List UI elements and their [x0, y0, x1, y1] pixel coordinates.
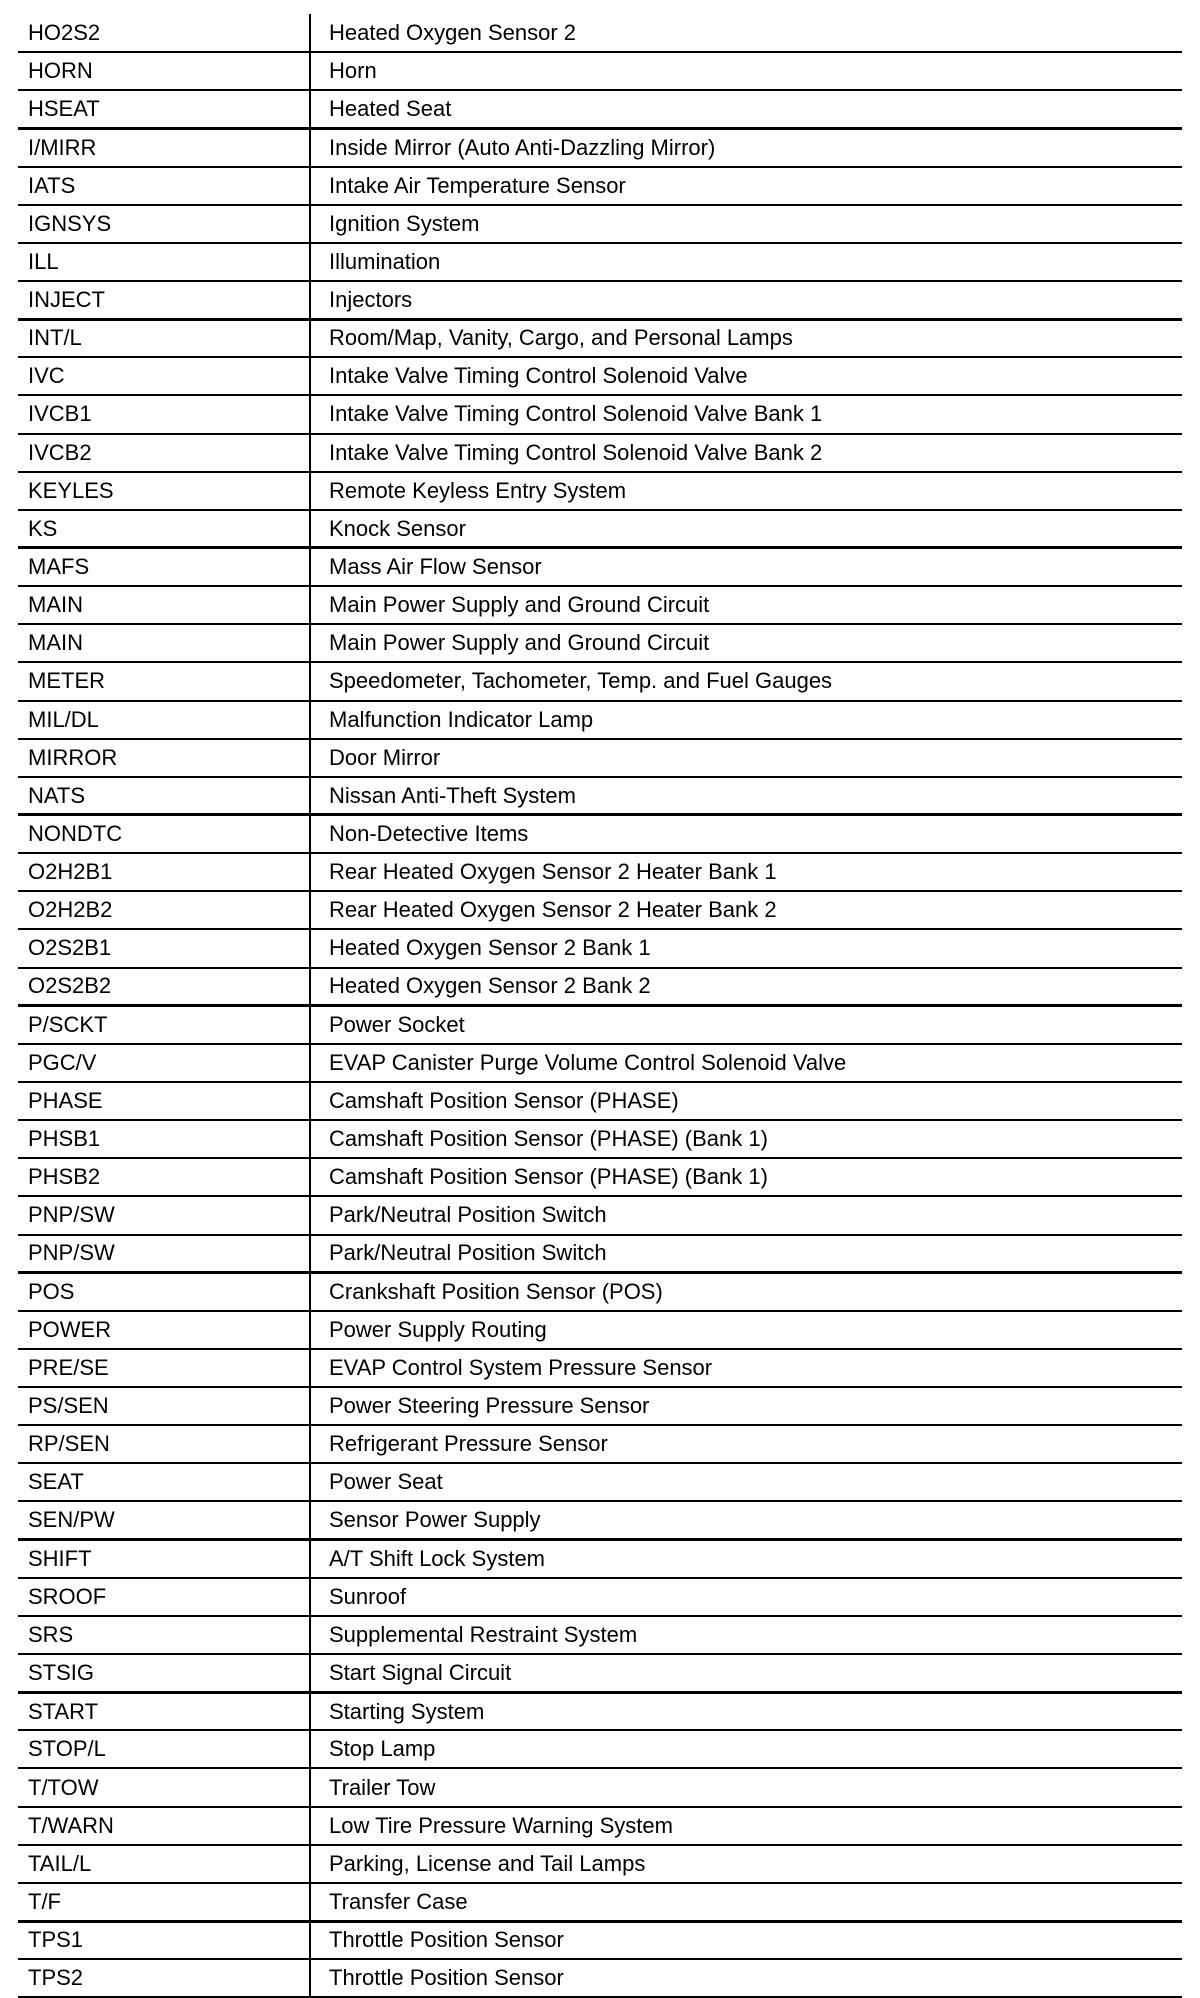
abbreviation-code: NATS — [18, 777, 310, 815]
abbreviation-description: Start Signal Circuit — [310, 1654, 1182, 1692]
abbreviation-code: IVC — [18, 357, 310, 395]
abbreviation-description: Starting System — [310, 1692, 1182, 1730]
table-row — [18, 1501, 1182, 1539]
abbreviation-code: SROOF — [18, 1578, 310, 1616]
abbreviation-description: Power Socket — [310, 1006, 1182, 1044]
table-row — [18, 1387, 1182, 1425]
abbreviation-code: HO2S2 — [18, 14, 310, 52]
table-row — [18, 1692, 1182, 1730]
table-row — [18, 128, 1182, 166]
abbreviation-description: Power Supply Routing — [310, 1311, 1182, 1349]
abbreviation-code: INT/L — [18, 319, 310, 357]
abbreviation-description: Supplemental Restraint System — [310, 1616, 1182, 1654]
abbreviation-description: Main Power Supply and Ground Circuit — [310, 624, 1182, 662]
table-row — [18, 14, 1182, 52]
abbreviation-code: MAFS — [18, 548, 310, 586]
abbreviation-description: Camshaft Position Sensor (PHASE) — [310, 1082, 1182, 1120]
abbreviation-code: T/F — [18, 1883, 310, 1921]
abbreviation-code: IATS — [18, 167, 310, 205]
abbreviation-code: PGC/V — [18, 1044, 310, 1082]
table-row — [18, 1883, 1182, 1921]
abbreviation-description: Intake Valve Timing Control Solenoid Valve Bank 2 — [310, 434, 1182, 472]
abbreviation-code: TPS1 — [18, 1921, 310, 1959]
table-row — [18, 1730, 1182, 1768]
table-row — [18, 739, 1182, 777]
table-row — [18, 548, 1182, 586]
abbreviation-code: START — [18, 1692, 310, 1730]
abbreviation-description: Intake Valve Timing Control Solenoid Valve — [310, 357, 1182, 395]
abbreviation-description: Rear Heated Oxygen Sensor 2 Heater Bank 1 — [310, 853, 1182, 891]
table-row — [18, 968, 1182, 1006]
table-row — [18, 1235, 1182, 1273]
abbreviation-code: O2H2B1 — [18, 853, 310, 891]
table-row — [18, 319, 1182, 357]
abbreviation-description: Refrigerant Pressure Sensor — [310, 1425, 1182, 1463]
abbreviation-code: IGNSYS — [18, 205, 310, 243]
abbreviation-code: PHSB2 — [18, 1158, 310, 1196]
table-row — [18, 52, 1182, 90]
table-row — [18, 701, 1182, 739]
abbreviation-code: HSEAT — [18, 90, 310, 128]
table-row — [18, 1654, 1182, 1692]
abbreviation-description: Trailer Tow — [310, 1768, 1182, 1806]
abbreviation-code: POWER — [18, 1311, 310, 1349]
abbreviation-code: INJECT — [18, 281, 310, 319]
abbreviation-code: PNP/SW — [18, 1196, 310, 1234]
abbreviation-description: Remote Keyless Entry System — [310, 472, 1182, 510]
abbreviation-code: STOP/L — [18, 1730, 310, 1768]
abbreviation-code: MAIN — [18, 624, 310, 662]
abbreviation-description: Intake Valve Timing Control Solenoid Valve Bank 1 — [310, 395, 1182, 433]
table-row — [18, 90, 1182, 128]
abbreviation-description: Injectors — [310, 281, 1182, 319]
table-row — [18, 1845, 1182, 1883]
abbreviation-description: Ignition System — [310, 205, 1182, 243]
abbreviation-description: EVAP Canister Purge Volume Control Solenoid Valve — [310, 1044, 1182, 1082]
abbreviation-table — [18, 14, 1182, 1998]
table-row — [18, 472, 1182, 510]
abbreviation-description: Door Mirror — [310, 739, 1182, 777]
table-row — [18, 777, 1182, 815]
table-row — [18, 1616, 1182, 1654]
abbreviation-description: Illumination — [310, 243, 1182, 281]
abbreviation-description: Transfer Case — [310, 1883, 1182, 1921]
abbreviation-description: Non-Detective Items — [310, 815, 1182, 853]
abbreviation-code: O2S2B2 — [18, 968, 310, 1006]
abbreviation-description: Speedometer, Tachometer, Temp. and Fuel Gauges — [310, 662, 1182, 700]
abbreviation-description: Main Power Supply and Ground Circuit — [310, 586, 1182, 624]
abbreviation-code: IVCB2 — [18, 434, 310, 472]
abbreviation-description: A/T Shift Lock System — [310, 1540, 1182, 1578]
abbreviation-code: HORN — [18, 52, 310, 90]
table-row — [18, 891, 1182, 929]
abbreviation-code: IVCB1 — [18, 395, 310, 433]
abbreviation-code: METER — [18, 662, 310, 700]
abbreviation-code: TAIL/L — [18, 1845, 310, 1883]
table-row — [18, 1425, 1182, 1463]
table-row — [18, 1196, 1182, 1234]
table-row — [18, 1273, 1182, 1311]
abbreviation-description: Crankshaft Position Sensor (POS) — [310, 1273, 1182, 1311]
abbreviation-description: Camshaft Position Sensor (PHASE) (Bank 1) — [310, 1158, 1182, 1196]
table-row — [18, 510, 1182, 548]
abbreviation-code: SEN/PW — [18, 1501, 310, 1539]
abbreviation-description: Throttle Position Sensor — [310, 1921, 1182, 1959]
abbreviation-code: PRE/SE — [18, 1349, 310, 1387]
abbreviation-description: Park/Neutral Position Switch — [310, 1196, 1182, 1234]
abbreviation-code: MIRROR — [18, 739, 310, 777]
table-row — [18, 1311, 1182, 1349]
abbreviation-description: Sunroof — [310, 1578, 1182, 1616]
abbreviation-description: Heated Oxygen Sensor 2 Bank 2 — [310, 968, 1182, 1006]
table-row — [18, 1463, 1182, 1501]
abbreviation-code: TPS2 — [18, 1959, 310, 1997]
table-row — [18, 662, 1182, 700]
abbreviation-description: Room/Map, Vanity, Cargo, and Personal Lamps — [310, 319, 1182, 357]
abbreviation-description: Power Steering Pressure Sensor — [310, 1387, 1182, 1425]
table-row — [18, 1807, 1182, 1845]
abbreviation-code: P/SCKT — [18, 1006, 310, 1044]
abbreviation-description: Knock Sensor — [310, 510, 1182, 548]
abbreviation-code: SRS — [18, 1616, 310, 1654]
table-row — [18, 1540, 1182, 1578]
abbreviation-code: O2S2B1 — [18, 929, 310, 967]
abbreviation-code: STSIG — [18, 1654, 310, 1692]
table-row — [18, 929, 1182, 967]
table-row — [18, 586, 1182, 624]
abbreviation-description: Heated Oxygen Sensor 2 Bank 1 — [310, 929, 1182, 967]
table-row — [18, 1044, 1182, 1082]
abbreviation-code: T/TOW — [18, 1768, 310, 1806]
abbreviation-description: Malfunction Indicator Lamp — [310, 701, 1182, 739]
abbreviation-description: Low Tire Pressure Warning System — [310, 1807, 1182, 1845]
abbreviation-code: RP/SEN — [18, 1425, 310, 1463]
abbreviation-code: PHASE — [18, 1082, 310, 1120]
abbreviation-code: T/WARN — [18, 1807, 310, 1845]
table-row — [18, 1120, 1182, 1158]
abbreviation-code: ILL — [18, 243, 310, 281]
abbreviation-description: Horn — [310, 52, 1182, 90]
table-row — [18, 281, 1182, 319]
table-row — [18, 853, 1182, 891]
table-row — [18, 357, 1182, 395]
abbreviation-code: KS — [18, 510, 310, 548]
abbreviation-description: Park/Neutral Position Switch — [310, 1235, 1182, 1273]
abbreviation-description: Power Seat — [310, 1463, 1182, 1501]
table-row — [18, 815, 1182, 853]
abbreviation-code: SHIFT — [18, 1540, 310, 1578]
table-row — [18, 1006, 1182, 1044]
abbreviation-description: Throttle Position Sensor — [310, 1959, 1182, 1997]
table-row — [18, 395, 1182, 433]
abbreviation-description: Camshaft Position Sensor (PHASE) (Bank 1) — [310, 1120, 1182, 1158]
table-row — [18, 1768, 1182, 1806]
abbreviation-code: PS/SEN — [18, 1387, 310, 1425]
table-row — [18, 1158, 1182, 1196]
abbreviation-code: MAIN — [18, 586, 310, 624]
table-row — [18, 624, 1182, 662]
abbreviation-code: POS — [18, 1273, 310, 1311]
table-row — [18, 1921, 1182, 1959]
table-row — [18, 205, 1182, 243]
abbreviation-description: Nissan Anti-Theft System — [310, 777, 1182, 815]
abbreviation-description: Parking, License and Tail Lamps — [310, 1845, 1182, 1883]
abbreviation-code: PHSB1 — [18, 1120, 310, 1158]
abbreviation-code: NONDTC — [18, 815, 310, 853]
abbreviation-description: Heated Seat — [310, 90, 1182, 128]
abbreviation-table-body — [18, 14, 1182, 1997]
table-row — [18, 1959, 1182, 1997]
abbreviation-description: Sensor Power Supply — [310, 1501, 1182, 1539]
table-row — [18, 1578, 1182, 1616]
abbreviation-description: Heated Oxygen Sensor 2 — [310, 14, 1182, 52]
abbreviation-code: O2H2B2 — [18, 891, 310, 929]
abbreviation-code: MIL/DL — [18, 701, 310, 739]
table-row — [18, 1082, 1182, 1120]
abbreviation-sheet — [18, 14, 1182, 1998]
abbreviation-code: PNP/SW — [18, 1235, 310, 1273]
abbreviation-description: Intake Air Temperature Sensor — [310, 167, 1182, 205]
abbreviation-code: KEYLES — [18, 472, 310, 510]
abbreviation-code: SEAT — [18, 1463, 310, 1501]
table-row — [18, 243, 1182, 281]
abbreviation-description: EVAP Control System Pressure Sensor — [310, 1349, 1182, 1387]
table-row — [18, 167, 1182, 205]
abbreviation-code: I/MIRR — [18, 128, 310, 166]
table-row — [18, 1349, 1182, 1387]
table-row — [18, 434, 1182, 472]
abbreviation-description: Stop Lamp — [310, 1730, 1182, 1768]
abbreviation-description: Mass Air Flow Sensor — [310, 548, 1182, 586]
abbreviation-description: Inside Mirror (Auto Anti-Dazzling Mirror) — [310, 128, 1182, 166]
abbreviation-description: Rear Heated Oxygen Sensor 2 Heater Bank 2 — [310, 891, 1182, 929]
